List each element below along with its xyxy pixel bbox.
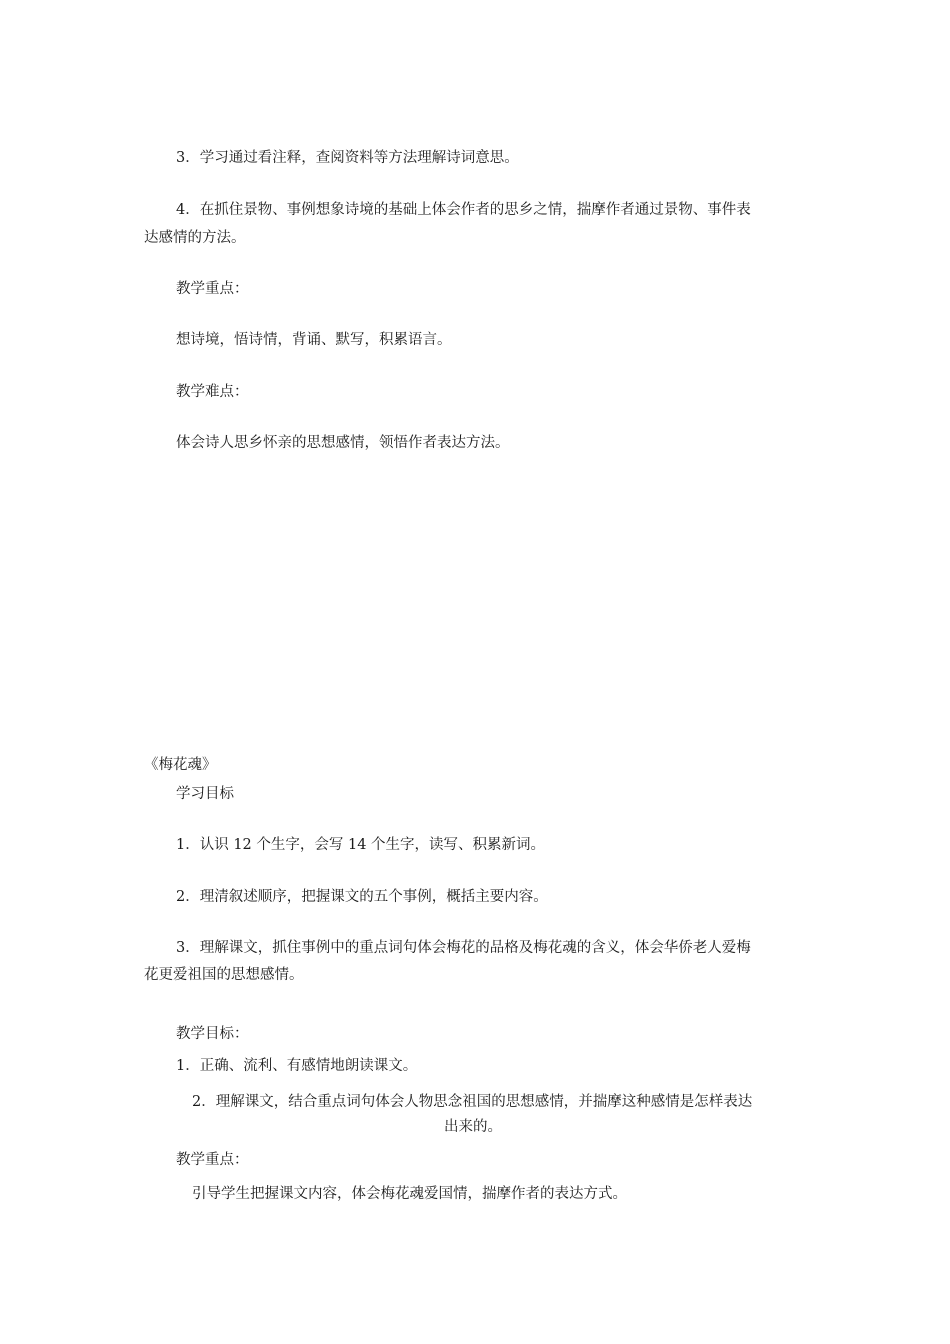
lesson-title: 《梅花魂》 — [144, 757, 217, 773]
objective-item-3: 3．学习通过看注释，查阅资料等方法理解诗词意思。 — [176, 150, 519, 166]
objective-item-4-line-2: 达感情的方法。 — [144, 230, 246, 246]
objective-item-4-line-1: 4．在抓住景物、事例想象诗境的基础上体会作者的思乡之情，揣摩作者通过景物、事件表 — [176, 202, 751, 218]
learning-goal-3-line-1: 3．理解课文，抓住事例中的重点词句体会梅花的品格及梅花魂的含义，体会华侨老人爱梅 — [176, 940, 751, 956]
teaching-goal-2-line-1: 2．理解课文，结合重点词句体会人物思念祖国的思想感情，并揣摩这种感情是怎样表达 — [192, 1094, 753, 1110]
lesson-focus-text: 引导学生把握课文内容，体会梅花魂爱国情，揣摩作者的表达方式。 — [192, 1186, 627, 1202]
teaching-focus-heading: 教学重点： — [176, 281, 249, 297]
lesson-focus-heading: 教学重点： — [176, 1152, 249, 1168]
teaching-goal-2-line-2: 出来的。 — [444, 1119, 502, 1135]
teaching-difficulty-heading: 教学难点： — [176, 384, 249, 400]
teaching-focus-text: 想诗境，悟诗情，背诵、默写，积累语言。 — [176, 332, 452, 348]
teaching-goals-heading: 教学目标： — [176, 1026, 249, 1042]
learning-goal-2: 2．理清叙述顺序，把握课文的五个事例，概括主要内容。 — [176, 889, 548, 905]
learning-goals-heading: 学习目标 — [176, 786, 234, 802]
teaching-goal-1: 1．正确、流利、有感情地朗读课文。 — [176, 1058, 418, 1074]
learning-goal-3-line-2: 花更爱祖国的思想感情。 — [144, 967, 304, 983]
learning-goal-1: 1．认识 12 个生字，会写 14 个生字，读写、积累新词。 — [176, 837, 546, 853]
teaching-difficulty-text: 体会诗人思乡怀亲的思想感情，领悟作者表达方法。 — [176, 435, 510, 451]
